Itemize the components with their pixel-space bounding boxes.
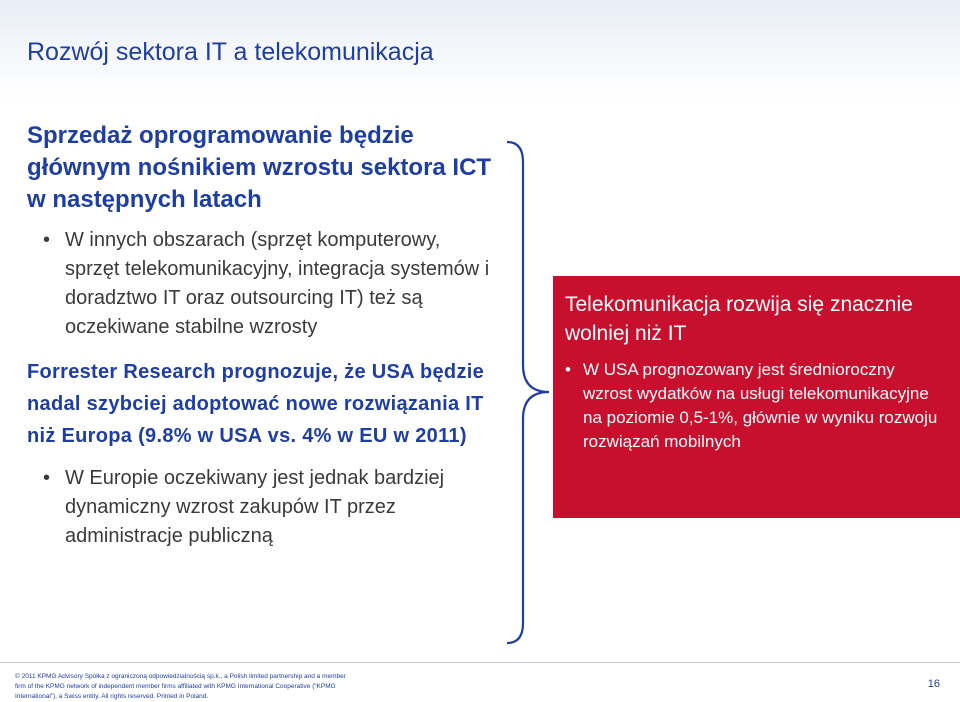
page-number: 16 <box>927 678 940 690</box>
bullet-item: • W Europie oczekiwany jest jednak bardziej dynamiczny wzrost zakupów IT przez administracje publiczną <box>27 464 497 551</box>
callout-bullet-list <box>565 358 945 454</box>
footer-divider <box>0 662 960 663</box>
left-column <box>27 120 507 551</box>
copyright-notice: © 2011 KPMG Advisory Spółka z ograniczoną odpowiedzialnością sp.k., a Polish limited partnership and a member firm of the KPMG network of independent member firms affiliated with KPMG International Cooperative (“KPMG International”), a Swiss entity. All rights reserved. Printed in Poland. <box>15 673 346 700</box>
heading-forrester: Forrester Research prognozuje, że USA będzie nadal szybciej adoptować nowe rozwiązania IT niż Europa (9.8% w USA vs. 4% w EU w 2011) <box>27 361 485 447</box>
bullet-list-europe <box>27 464 497 551</box>
slide-title: Rozwój sektora IT a telekomunikacja <box>27 38 434 66</box>
heading-software-growth: Sprzedaż oprogramowanie będzie głównym nośnikiem wzrostu sektora ICT w następnych latach <box>27 122 492 213</box>
header-band <box>0 0 960 100</box>
bullet-item: • W innych obszarach (sprzęt komputerowy, sprzęt telekomunikacyjny, integracja systemów i doradztwo IT oraz outsourcing IT) też są oczekiwane stabilne wzrosty <box>27 226 497 342</box>
callout-bullet-item: • W USA prognozowany jest średnioroczny wzrost wydatków na usługi telekomunikacyjne na poziomie 0,5-1%, głównie w wyniku rozwoju rozwiązań mobilnych <box>565 358 945 454</box>
bullet-list-other-areas <box>27 226 497 342</box>
callout-box <box>553 276 960 518</box>
callout-title: Telekomunikacja rozwija się znacznie wolniej niż IT <box>565 293 913 345</box>
curly-brace-icon <box>505 140 555 645</box>
